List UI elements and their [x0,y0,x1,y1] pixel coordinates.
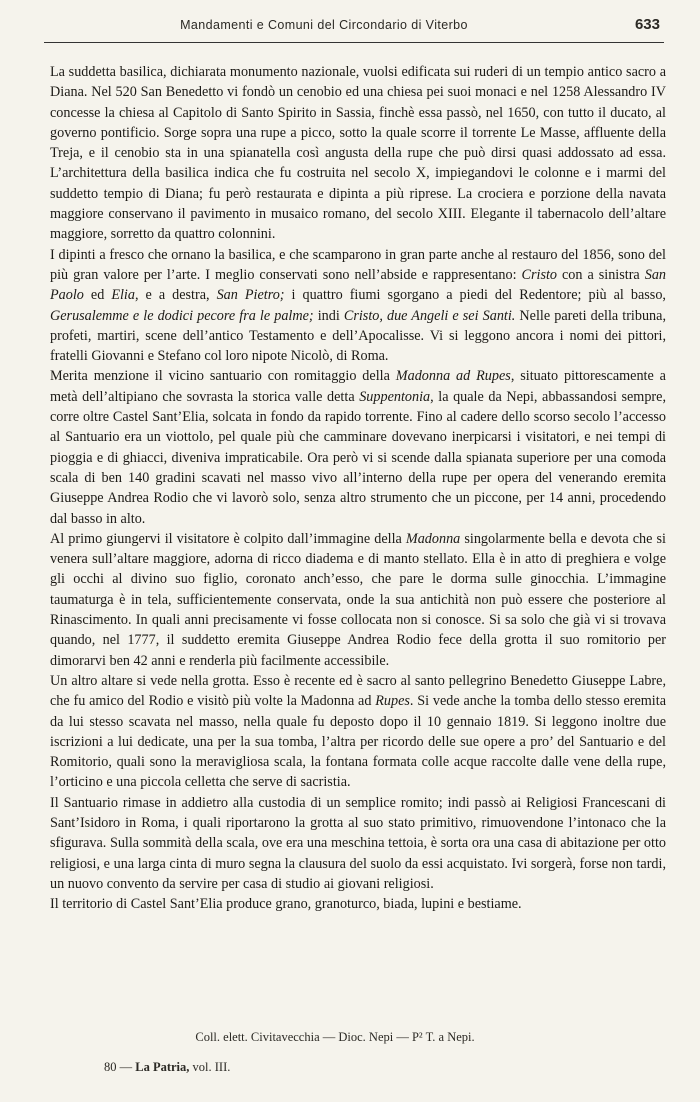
page-number: 633 [634,16,660,33]
text-segment: Merita menzione il vicino santuario con romitaggio della [50,368,396,385]
signature-journal: La Patria, [135,1060,190,1074]
italic-text: Madonna [405,530,461,547]
paragraph [50,245,666,367]
running-head [48,16,660,38]
italic-text: San Pietro; [216,287,285,304]
paragraph [50,894,666,914]
text-segment: i quattro fiumi sgorgano a piedi del Redentore; più al basso, [284,287,666,304]
text-segment: Un altro altare si vede nella grotta. Esso è recente ed è sacro al santo pellegrino Benedetto Giuseppe Labre, che fu amico del Rodio e visitò più volte la Madonna ad [50,672,666,710]
italic-text: San Paolo [50,266,666,304]
text-segment: Il Santuario rimase in addietro alla custodia di un semplice romito; indi passò ai Religiosi Francescani di Sant’Isidoro in Roma, i quali riportarono la grotta al suo stato primitivo, rimuovendone l’intonaco che la sfigurava. Sulla sommità della scala, ove era una meschina tettoia, è sorta ora una casa di abitazione per otto religiosi, e una larga cinta di muro segna la clausura del suolo da essi acquistato. Ivi sorgerà, forse non tardi, un nuovo convento da servire per casa di studio ai giovani religiosi. [50,794,666,892]
text-segment: La suddetta basilica, dichiarata monumento nazionale, vuolsi edificata sui ruderi di un tempio antico sacro a Diana. Nel 520 San Benedetto vi fondò un cenobio ed una chiesa pei suoi monaci e nel 1258 Alessandro IV concesse la chiesa al Capitolo di Santo Spirito in Sassia, finchè essa passò, nel 1650, con tutto il ducato, al governo pontificio. Sorge sopra una rupe a picco, sotto la quale scorre il torrente Le Masse, affluente della Treja, e il cenobio sta in una spianatella così angusta della rupe che può dirsi quasi addossato ad essa. L’architettura della basilica indica che fu costruita nel secolo X, impiegandovi le colonne e i marmi del suddetto tempio di Diana; fu però restaurata e dipinta a più riprese. La crociera e porzione della navata maggiore conservano il pavimento in musaico romano, del secolo XIII. Elegante il tabernacolo dell’altare maggiore, sorretto da quattro colonnini. [50,64,666,243]
text-segment: , la quale da Nepi, abbassandosi sempre, corre oltre Castel Sant’Elia, solcata in fondo da rapido torrente. Fino al cadere dello scorso secolo l’accesso al Santuario era un viottolo, pel quale più che camminare dovevano inerpicarsi i visitatori, e nei tempi di pioggia e di ghiacci, diveniva impraticabile. Ora però vi si scende dalla spianata superiore per una comoda scala di ben 140 gradini scavati nel masso vivo all’interno della rupe per opera del venerando eremita Giuseppe Andrea Rodio che vi lavorò solo, senza altro strumento che un piccone, per 14 anni, procedendo dal basso in alto. [50,388,666,527]
text-segment: Il territorio di Castel Sant’Elia produce grano, granoturco, biada, lupini e bestiame. [50,896,522,913]
header-rule [44,42,664,43]
italic-text: Gerusalemme e le dodici pecore fra le palme; [50,307,314,324]
paragraph [50,793,666,894]
text-segment: Nelle pareti della tribuna, profeti, martiri, scene dell’antico Testamento e dell’Apocalisse. Vi si leggono ancora i nomi dei pittori, fratelli Giovanni e Stefano col loro nipote Nicolò, di Roma. [50,307,666,365]
signature-volume: vol. III. [192,1060,231,1074]
paragraph [50,366,666,528]
italic-text: Cristo [521,266,557,283]
text-segment: Al primo giungervi il visitatore è colpito dall’immagine della [50,530,406,547]
text-segment: indi [313,307,344,324]
paragraph [50,529,666,671]
text-segment: con a sinistra [557,266,645,283]
text-segment: ed [83,287,112,304]
paragraph [50,671,666,793]
printer-signature [104,1060,230,1075]
signature-sheet: 80 — [104,1060,133,1074]
italic-text: Elia [111,287,135,304]
body-text [50,62,666,914]
text-segment: , e a destra, [134,287,217,304]
text-segment: . Si vede anche la tomba dello stesso eremita da lui stesso scavata nel masso, nella quale fu deposto dopo il 10 gennaio 1819. Si leggono inoltre due iscrizioni a lui dedicate, una per la sua tomba, l’altra per ricordo delle sue opere a pro’ del Santuario e del Romitorio, quali sono la meravigliosa scala, la fontana formata colle acque raccolte dalle vene della rupe, l’orticino e una piccola celletta che serve di sacristia. [50,693,666,791]
italic-text: Rupes [375,693,410,710]
running-title: Mandamenti e Comuni del Circondario di Viterbo [180,18,468,32]
italic-text: Cristo, due Angeli e sei Santi. [343,307,516,324]
diocese-note: Coll. elett. Civitavecchia — Dioc. Nepi — P² T. a Nepi. [195,1030,475,1044]
text-segment: I dipinti a fresco che ornano la basilica, e che scamparono in gran parte anche al restauro del 1856, sono del più gran valore per l’arte. I meglio conservati sono nell’abside e rappresentano: [50,246,666,283]
text-segment: , situato pittorescamente a metà dell’altipiano che sovrasta la storica valle detta [50,368,666,405]
text-segment: singolarmente bella e devota che si venera sull’altare maggiore, adorna di ricco diadema e di manto stellato. Ella è in atto di preghiera e volge gli occhi al divino suo figlio, coronato anch’esso, che pare le dorma sulle ginocchia. L’immagine taumaturga è in tela, sufficientemente conservata, onde la sua antichità non può essere che posteriore al Rinascimento. In quali anni precisamente vi fosse collocata non si conosce. Si sa solo che già vi si trovava quando, nel 1777, il suddetto eremita Giuseppe Andrea Rodio fece della grotta il suo romitorio per dimorarvi ben 42 anni e renderla più facilmente accessibile. [50,530,666,669]
paragraph [50,62,666,245]
italic-text: Suppentonia [359,388,431,405]
italic-text: Madonna ad Rupes [395,368,511,385]
